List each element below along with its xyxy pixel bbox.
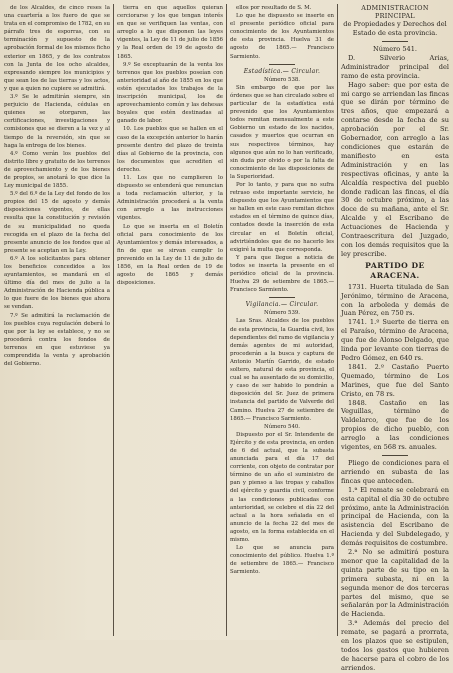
paragraph: 10. Los pueblos que se hallen en el caso de la excepción anterior lo harán presente dentro del plazo de treinta días al Gobierno de la provincia, con los documentos que acrediten el derecho.	[117, 126, 223, 173]
paragraph: 7.º Se admitirá la reclamación de los pueblos cuya regulación deberá lo que por la ley se establece, y no se procederá contra los fondos de terrenos en que estuviese ya comprendida la venta y aprobación del Gobierno.	[4, 312, 110, 368]
paragraph: 3.º Se le admitirán siempre, sin perjuicio de Hacienda, cédulas en quienes se otorgaren, las certificaciones, investigaciones y comisiones que se dieren a la vez y al tiempo de la reversión, sin que se haga la entrega de los bienes.	[4, 94, 110, 149]
separator	[269, 64, 295, 65]
column-3	[230, 4, 334, 638]
paragraph: Lo que se anuncia para conocimiento del público. Huelva 1.º de setiembre de 1865.— Francisco Sarmiento.	[230, 545, 334, 576]
district-heading: PARTIDO DE ARACENA.	[365, 260, 425, 280]
column-rule	[226, 4, 227, 636]
section-heading: Estadística.— Circular.	[243, 67, 321, 75]
separator	[382, 455, 408, 456]
paragraph: Lo que se inserta en el Boletín oficial para conocimiento de los Ayuntamientos y demás interesados, a fin de que se sirvan cumplir lo prevenido en la Ley de 11 de julio de 1856, en la Real orden de 19 de agosto de 1865 y demás disposiciones.	[117, 223, 223, 287]
condition-item: 3.ª Además del precio del remate, se pagará a prorrata, en los plazos que se estipulen, todos los gastos que hubieren de hacerse para el cobro de los arriendos.	[341, 619, 449, 672]
paragraph: Las Sras. Alcaldes de los pueblos de esta provincia, la Guardia civil, los dependientes del ramo de vigilancia y demás agentes de mi autoridad, procederán a la busca y captura de Antonio Martín Garrido, de estado soltero, natural de esta provincia, el cual se ha ausentado de su domicilio, y caso de ser habido lo pondrán a disposición del Sr. Juez de primera instancia del partido de Valverde del Camino. Huelva 27 de setiembre de 1865.— Francisco Sarmiento.	[230, 318, 334, 422]
column-2	[117, 4, 223, 638]
paragraph: Y para que llegue a noticia de todos se inserta la presente en el periódico oficial de la provincia. Huelva 29 de setiembre de 1865.— Francisco Sarmiento.	[230, 254, 334, 294]
paragraph: Por lo tanto, y para que no sufra retraso este importante servicio, he dispuesto que los Ayuntamientos que se hallen en este caso remitan dichos estados en el término de quince días, contados desde la inserción de esta circular en el Boletín oficial, advirtiéndoles que de no hacerlo les exigiré la multa que corresponda.	[230, 181, 334, 253]
paragraph: 4.º Como verán los pueblos del distrito libre y gratuito de los terrenos de aprovechamiento y de los bienes de propios, se anotará lo que dice la Ley municipal de 1855.	[4, 150, 110, 190]
notice-number: Número 539.	[263, 310, 301, 317]
paragraph: tierra en que aquellos quieran cerciorarse y los que tengan interés en que se verifiquen las ventas, con arreglo a lo que disponen las leyes vigentes, la Ley de 11 de julio de 1856 y la Real orden de 19 de agosto de 1865.	[117, 5, 223, 60]
property-item: 1848. Castaño en las Veguillas, término de Valdelarco, que fue de los propios de dicho pueblo, con arreglo a las condiciones vigentes, en 568 rs. anuales.	[341, 398, 449, 452]
paragraph: Dispuesto por el Sr. Intendente de Ejército y de esta provincia, en orden de 6 del actual, que la subasta anunciada para el día 17 del corriente, con objeto de contratar por término de un año el suministro de pan y pienso a las tropas y caballos del ejército y guardia civil, conforme a las condiciones publicadas con anterioridad, se celebre el día 22 del actual a la hora señalada en el anuncio de la fecha 22 del mes de agosto, en la forma establecida en el mismo.	[230, 431, 334, 543]
property-item: 1731. Huerta titulada de San Jerónimo, término de Aracena, con la arboleda y demás de Juan Pérez, en 750 rs.	[341, 282, 449, 318]
paragraph: de los Alcaldes, de cinco reses la una cuartería a los fuero de que se trata en el compromiso de 1782, en su párrafo tres de esporras, con su terminación y supuesto de la aprobación formal de los mismos ficho exterior en 1865, y de los contratos con la Junta de los ocho alcaldes, expresando siempre los municipios y que sean los de las tierras y los actos, y que a quien no cupiere se admitirá.	[4, 5, 110, 92]
paragraph: 6.º A los solicitantes para obtener los beneficios concedidos a los ayuntamientos, se mandará en el último día del mes de julio a la Administración de Hacienda pública a lo que fuere de los bienes que ahora se vendan.	[4, 255, 110, 311]
column-rule	[337, 4, 338, 636]
property-item: 1741. 1.º Suerte de tierra en el Paraíso, término de Aracena, que fue de Alonso Delgado, que linda por levante con tierras de Pedro Gómez, en 640 rs.	[341, 318, 449, 362]
administration-heading: ADMINISTRACION PRINCIPAL	[361, 4, 429, 21]
paragraph: Sin embargo de que por las órdenes que se han circulado sobre el particular de la estadística está prevenido que los Ayuntamientos todos remitan mensualmente a este Gobierno un estado de los nacidos, casados y muertos que ocurran en sus respectivos términos, hay algunos que aún no lo han verificado, sin duda por olvido o por la falta de conocimiento de las disposiciones de la Superioridad.	[230, 84, 334, 180]
paragraph: D. Silverio Arias, Administrador principal del ramo de esta provincia.	[341, 53, 449, 80]
paragraph: 9.º Se exceptuarán de la venta los terrenos que los pueblos poseían con anterioridad al año de 1855 en los que estén ejecutados los trabajos de la inscripción municipal, los de aprovechamiento común y las dehesas boyales que estén destinadas al ganado de labor.	[117, 61, 223, 125]
notice-number: Número 541.	[372, 45, 418, 53]
column-rule	[113, 4, 114, 636]
paragraph: Lo que he dispuesto se inserte en el presente periódico oficial para conocimiento de los Ayuntamientos de esta provincia. Huelva 31 de agosto de 1865.— Francisco Sarmiento.	[230, 13, 334, 60]
section-heading: Vigilancia.— Circular.	[245, 301, 319, 309]
condition-item: 2.ª No se admitirá postura menor que la capitalidad de la quinta parte de su tipo en la primera subasta, ni en la segunda menor de dos terceras partes del mismo, que se señalarán por la Administración de Hacienda.	[341, 548, 449, 619]
notice-number: Número 538.	[263, 76, 301, 83]
paragraph: 5.º del 6.º de la Ley del fondo de los propios del 15 de agosto y demás disposiciones vigentes, de ellas resulta que la constitución y revisión de su municipalidad no queda recogida en el plazo de la fecha del presente anuncio de los fondos que al presente se aceptan en la Ley.	[4, 191, 110, 254]
property-item: 1841. 2.º Castaño Puerto Quemado, término de Los Marines, que fue del Santo Cristo, en 78 rs.	[341, 362, 449, 398]
separator	[382, 41, 408, 42]
condition-item: 1.ª El remate se celebrará en esta capital el día 30 de octubre próximo, ante la Administración principal de Hacienda, con la asistencia del Escribano de Hacienda y del Subdelegado, y demás requisitos de costumbre.	[341, 485, 449, 548]
column-4	[341, 4, 449, 672]
paragraph: 11. Los que no cumplieren lo dispuesto se entenderá que renuncian a toda reclamación ulterior, y la Administración procederá a la venta con arreglo a las instrucciones vigentes.	[117, 174, 223, 222]
notice-number: Número 540.	[263, 423, 301, 430]
conditions-title: Pliego de condiciones para el arriendo en subasta de las fincas que anteceden.	[341, 458, 449, 485]
paragraph: Hago saber: que por esta de mi cargo se arriendan las fincas que se dirán por término de tres años, que empezará a contarse desde la fecha de su aprobación por el Sr. Gobernador, con arreglo a las condiciones que estarán de manifiesto en esta Administración y en las respectivas oficinas, y ante la Alcaldía respectiva del pueblo donde radican las fincas, el día 30 de octubre próximo, a las doce de su mañana, ante el Sr. Alcalde y el Escribano de Actuaciones de Hacienda y Contraescritura del Juzgado, con los demás requisitos que la ley prescribe.	[341, 80, 449, 258]
separator	[269, 297, 295, 298]
paragraph: ellos por resultado de S. M.	[236, 5, 312, 11]
column-1	[4, 4, 110, 638]
administration-subheading: de Propiedades y Derechos del Estado de esta provincia.	[343, 20, 447, 38]
